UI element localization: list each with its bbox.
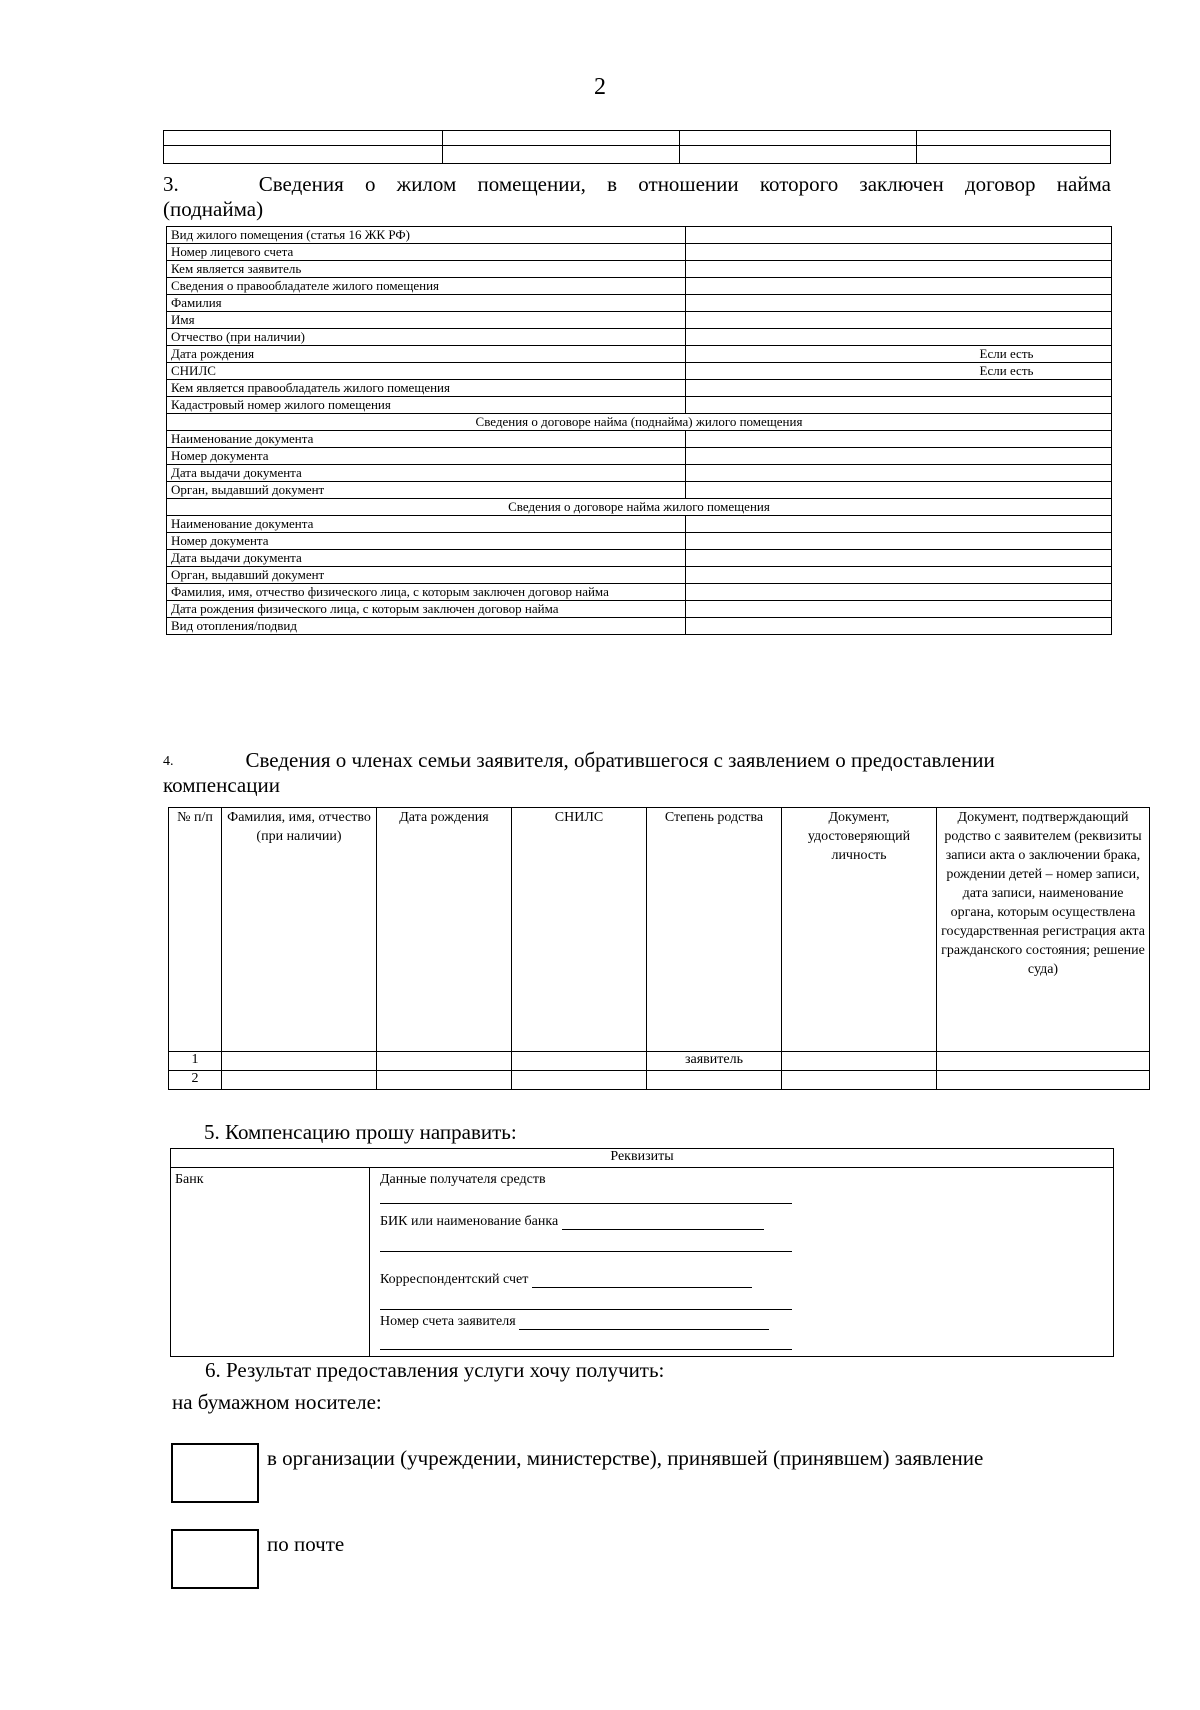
account-label: Номер счета заявителя bbox=[380, 1314, 516, 1329]
page-number: 2 bbox=[594, 74, 606, 100]
table-row bbox=[167, 346, 1112, 363]
section6-heading: 6. Результат предоставления услуги хочу получить: bbox=[205, 1358, 665, 1382]
col-relation-header: Степень родства bbox=[647, 808, 782, 1052]
table-row bbox=[167, 380, 1112, 397]
field-label: Номер документа bbox=[167, 448, 686, 465]
table-row bbox=[167, 584, 1112, 601]
field-label: Отчество (при наличии) bbox=[167, 329, 686, 346]
field-label: Имя bbox=[167, 312, 686, 329]
field-label: Вид жилого помещения (статья 16 ЖК РФ) bbox=[167, 227, 686, 244]
field-label: Орган, выдавший документ bbox=[167, 567, 686, 584]
field-label: СНИЛС bbox=[167, 363, 686, 380]
table-row bbox=[167, 516, 1112, 533]
bik-line[interactable] bbox=[562, 1229, 764, 1230]
field-value[interactable] bbox=[686, 584, 1112, 601]
field-value[interactable] bbox=[686, 431, 1112, 448]
subsection-header: Сведения о договоре найма жилого помещения bbox=[167, 499, 1112, 516]
col-snils-header: СНИЛС bbox=[512, 808, 647, 1052]
table-row bbox=[167, 363, 1112, 380]
row-number: 1 bbox=[169, 1052, 222, 1071]
bik-line-2[interactable] bbox=[380, 1250, 792, 1252]
subsection-row bbox=[167, 414, 1112, 431]
table-row bbox=[167, 244, 1112, 261]
section6-subtitle: на бумажном носителе: bbox=[172, 1390, 382, 1414]
table-row bbox=[167, 465, 1112, 482]
account-line[interactable] bbox=[519, 1329, 769, 1330]
field-value[interactable]: Если есть bbox=[686, 363, 1112, 380]
corr-account-line-2[interactable] bbox=[380, 1308, 792, 1310]
field-label: Кем является правообладатель жилого помещения bbox=[167, 380, 686, 397]
table-row bbox=[167, 618, 1112, 635]
field-label: Фамилия, имя, отчество физического лица, с которым заключен договор найма bbox=[167, 584, 686, 601]
bik-label: БИК или наименование банка bbox=[380, 1214, 559, 1229]
field-value[interactable] bbox=[686, 312, 1112, 329]
field-label: Дата рождения физического лица, с которым заключен договор найма bbox=[167, 601, 686, 618]
corr-account-label: Корреспондентский счет bbox=[380, 1272, 529, 1287]
col-birthdate-header: Дата рождения bbox=[377, 808, 512, 1052]
col-num-header: № п/п bbox=[169, 808, 222, 1052]
table-row bbox=[167, 601, 1112, 618]
section3-heading bbox=[163, 172, 1111, 222]
requisites-header: Реквизиты bbox=[171, 1149, 1114, 1168]
table-row bbox=[167, 261, 1112, 278]
table-row bbox=[167, 329, 1112, 346]
field-label: Сведения о правообладателе жилого помещения bbox=[167, 278, 686, 295]
field-value[interactable] bbox=[686, 618, 1112, 635]
table-row bbox=[167, 533, 1112, 550]
table-row bbox=[169, 1052, 1150, 1071]
table-row bbox=[167, 482, 1112, 499]
table-row bbox=[167, 448, 1112, 465]
field-label: Вид отопления/подвид bbox=[167, 618, 686, 635]
section4-title-cont: компенсации bbox=[163, 773, 280, 797]
account-line-2[interactable] bbox=[380, 1348, 792, 1350]
bank-label: Банк bbox=[171, 1168, 370, 1357]
field-value[interactable] bbox=[686, 278, 1112, 295]
relation-cell[interactable] bbox=[647, 1071, 782, 1090]
field-label: Орган, выдавший документ bbox=[167, 482, 686, 499]
option-post-checkbox[interactable] bbox=[171, 1529, 259, 1589]
field-value[interactable] bbox=[686, 329, 1112, 346]
relation-cell: заявитель bbox=[647, 1052, 782, 1071]
field-label: Кадастровый номер жилого помещения bbox=[167, 397, 686, 414]
section4-number: 4. bbox=[163, 754, 174, 769]
recipient-label: Данные получателя средств bbox=[380, 1172, 546, 1187]
subsection-header: Сведения о договоре найма (поднайма) жилого помещения bbox=[167, 414, 1112, 431]
option-office-checkbox[interactable] bbox=[171, 1443, 259, 1503]
field-label: Дата рождения bbox=[167, 346, 686, 363]
table-row bbox=[167, 397, 1112, 414]
payment-details-table bbox=[170, 1148, 1114, 1357]
field-value[interactable] bbox=[686, 397, 1112, 414]
field-label: Кем является заявитель bbox=[167, 261, 686, 278]
birthdate-cell[interactable] bbox=[377, 1071, 512, 1090]
birthdate-cell[interactable] bbox=[377, 1052, 512, 1071]
section3-number: 3. bbox=[163, 172, 179, 196]
field-value[interactable] bbox=[686, 601, 1112, 618]
section3-title-cont: (поднайма) bbox=[163, 197, 264, 221]
id-doc-cell[interactable] bbox=[782, 1071, 937, 1090]
section4-heading bbox=[163, 748, 1113, 798]
col-id-doc-header: Документ, удостоверяющий личность bbox=[782, 808, 937, 1052]
col-kinship-doc-header: Документ, подтверждающий родство с заявителем (реквизиты записи акта о заключении брака, рождении детей – номер записи, дата записи, наименование органа, которым осуществлена государственная регистрация акта гражданского состояния; решение суда) bbox=[937, 808, 1150, 1052]
col-name-header: Фамилия, имя, отчество (при наличии) bbox=[222, 808, 377, 1052]
section3-title: Сведения о жилом помещении, в отношении которого заключен договор найма bbox=[258, 172, 1111, 196]
subsection-row bbox=[167, 499, 1112, 516]
section4-title: Сведения о членах семьи заявителя, обратившегося с заявлением о предоставлении bbox=[245, 748, 995, 772]
option-office-label: в организации (учреждении, министерстве), принявшей (принявшем) заявление bbox=[267, 1446, 984, 1470]
field-value[interactable] bbox=[686, 261, 1112, 278]
field-label: Фамилия bbox=[167, 295, 686, 312]
continued-table bbox=[163, 130, 1111, 164]
table-row bbox=[167, 227, 1112, 244]
name-cell[interactable] bbox=[222, 1052, 377, 1071]
field-value[interactable] bbox=[686, 550, 1112, 567]
table-row bbox=[167, 550, 1112, 567]
field-label: Дата выдачи документа bbox=[167, 465, 686, 482]
section5-heading: 5. Компенсацию прошу направить: bbox=[204, 1120, 517, 1144]
field-value[interactable] bbox=[686, 482, 1112, 499]
kinship-doc-cell[interactable] bbox=[937, 1071, 1150, 1090]
corr-account-line[interactable] bbox=[532, 1287, 752, 1288]
table-row bbox=[167, 431, 1112, 448]
kinship-doc-cell[interactable] bbox=[937, 1052, 1150, 1071]
table-row bbox=[167, 295, 1112, 312]
field-value[interactable] bbox=[686, 380, 1112, 397]
field-value[interactable] bbox=[686, 295, 1112, 312]
row-number: 2 bbox=[169, 1071, 222, 1090]
housing-info-table bbox=[166, 226, 1112, 635]
option-post-label: по почте bbox=[267, 1532, 345, 1556]
snils-cell[interactable] bbox=[512, 1071, 647, 1090]
field-value[interactable] bbox=[686, 465, 1112, 482]
table-row bbox=[167, 278, 1112, 295]
table-row bbox=[169, 1071, 1150, 1090]
field-value[interactable] bbox=[686, 227, 1112, 244]
field-value[interactable] bbox=[686, 567, 1112, 584]
table-row bbox=[167, 567, 1112, 584]
id-doc-cell[interactable] bbox=[782, 1052, 937, 1071]
field-value[interactable]: Если есть bbox=[686, 346, 1112, 363]
field-label: Наименование документа bbox=[167, 516, 686, 533]
field-value[interactable] bbox=[686, 533, 1112, 550]
recipient-line[interactable] bbox=[380, 1202, 792, 1204]
field-value[interactable] bbox=[686, 448, 1112, 465]
field-label: Дата выдачи документа bbox=[167, 550, 686, 567]
field-label: Номер документа bbox=[167, 533, 686, 550]
field-value[interactable] bbox=[686, 244, 1112, 261]
table-row bbox=[167, 312, 1112, 329]
field-label: Номер лицевого счета bbox=[167, 244, 686, 261]
name-cell[interactable] bbox=[222, 1071, 377, 1090]
family-members-table bbox=[168, 807, 1150, 1090]
field-value[interactable] bbox=[686, 516, 1112, 533]
field-label: Наименование документа bbox=[167, 431, 686, 448]
snils-cell[interactable] bbox=[512, 1052, 647, 1071]
